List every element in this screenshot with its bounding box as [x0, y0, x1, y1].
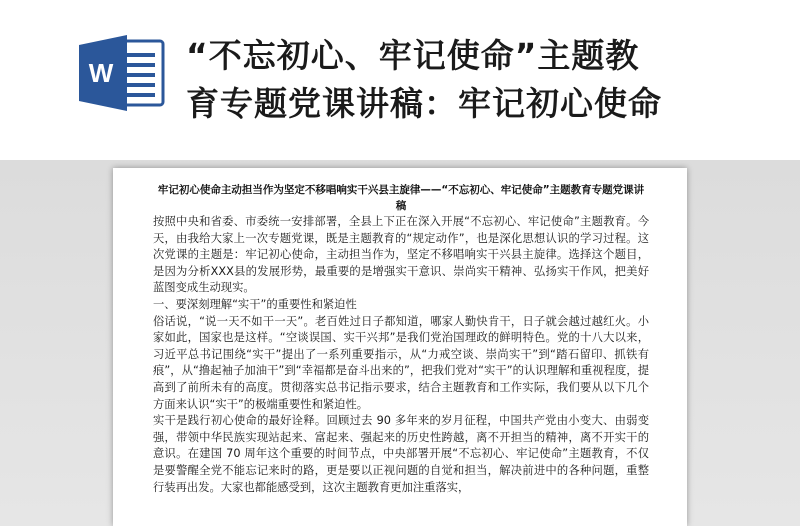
page-title-line-1: “不忘初心、牢记使命”主题教: [186, 36, 640, 75]
page-header: [0, 0, 800, 160]
page-title: [186, 32, 786, 128]
document-content: [153, 182, 649, 496]
page-title-line-2: 育专题党课讲稿：牢记初心使命: [186, 84, 662, 123]
document-title: 牢记初心使命主动担当作为坚定不移唱响实干兴县主旋律——“不忘初心、牢记使命”主题教育专题党课讲稿: [157, 184, 645, 212]
document-paragraph: 实干是践行初心使命的最好诠释。回顾过去 90 多年来的岁月征程，中国共产党由小变大、由弱变强，带领中华民族实现站起来、富起来、强起来的历史性跨越，离不开担当的精神，离不开实干的意识。在建国 70 周年这个重要的时间节点，中央部署开展“不忘初心、牢记使命”主题教育，不仅是要警醒全党不能忘记来时的路，更是要以正视问题的自觉和担当，解决前进中的各种问题，重整行装再出发。大家也都能感受到，这次主题教育更加注重落实，: [153, 414, 649, 494]
document-paragraph-intro: 按照中央和省委、市委统一安排部署，全县上下正在深入开展“不忘初心、牢记使命”主题教育。今天，由我给大家上一次专题党课，既是主题教育的“规定动作”，也是深化思想认识的学习过程。这次党课的主题是：牢记初心使命，主动担当作为，坚定不移唱响实干兴县主旋律。选择这个题目，是因为分析XXX县的发展形势，最重要的是增强实干意识、崇尚实干精神、弘扬实干作风，把美好蓝图变成生动现实。: [153, 215, 649, 295]
word-document-icon: [77, 33, 165, 113]
document-section-heading: 一、要深刻理解“实干”的重要性和紧迫性: [153, 297, 357, 311]
document-paragraph: 俗话说，“说一天不如干一天”。老百姓过日子都知道，哪家人勤快肯干，日子就会越过越红火。小家如此，国家也是这样。“空谈误国、实干兴邦”是我们党治国理政的鲜明特色。党的十八大以来，习近平总书记围绕“实干”提出了一系列重要指示，从“力戒空谈、崇尚实干”到“踏石留印、抓铁有痕”，从“撸起袖子加油干”到“幸福都是奋斗出来的”，把我们党对“实干”的认识理解和重视程度，提高到了前所未有的高度。贯彻落实总书记指示要求，结合主题教育和工作实际，我们要从以下几个方面来认识“实干”的极端重要性和紧迫性。: [153, 314, 649, 411]
document-page: [113, 168, 687, 526]
word-icon-letter: W: [88, 58, 114, 88]
